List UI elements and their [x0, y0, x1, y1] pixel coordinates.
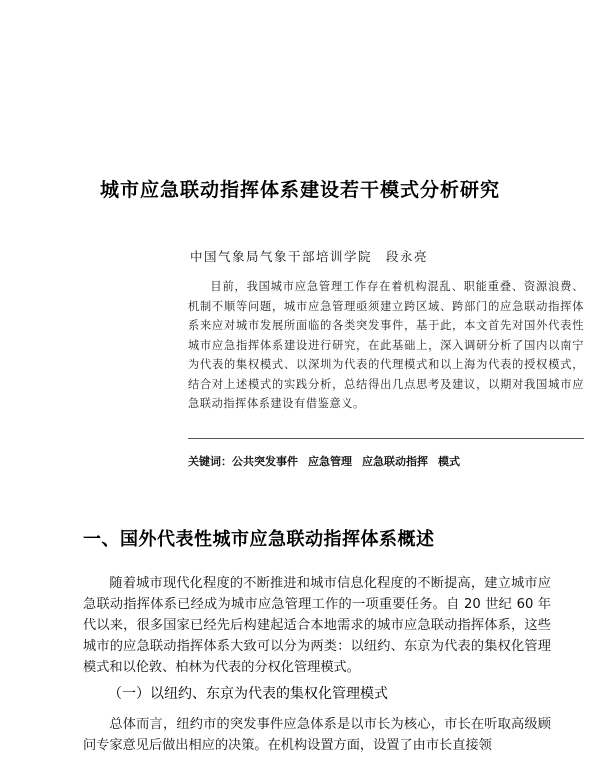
abstract-text: 目前，我国城市应急管理工作存在着机构混乱、职能重叠、资源浪费、机制不顺等问题，城市应急管理亟须建立跨区域、跨部门的应急联动指挥体系来应对城市发展所面临的各类突发事件，基于此，本文首先对国外代表性城市应急指挥体系建设进行研究，在此基础上，深入调研分析了国内以南宁为代表的集权模式、以深圳为代表的代理模式和以上海为代表的授权模式，结合对上述模式的实践分析，总结得出几点思考及建议，以期对我国城市应急联动指挥体系建设有借鉴意义。	[188, 280, 584, 410]
section-heading: 一、国外代表性城市应急联动指挥体系概述	[83, 529, 435, 550]
keyword: 模式	[438, 455, 460, 468]
keywords-line	[188, 453, 584, 469]
paper-title: 城市应急联动指挥体系建设若干模式分析研究	[99, 179, 500, 201]
keyword: 应急管理	[308, 455, 352, 468]
keyword: 应急联动指挥	[362, 455, 428, 468]
abstract-divider	[188, 438, 584, 439]
author-affiliation: 中国气象局气象干部培训学院 段永亮	[190, 249, 429, 264]
subsection-heading: （一）以纽约、东京为代表的集权化管理模式	[108, 686, 388, 702]
keyword: 公共突发事件	[232, 455, 298, 468]
subsection-body-paragraph: 总体而言，纽约市的突发事件应急体系是以市长为核心，市长在听取高级顾问专家意见后做出相应的决策。在机构设置方面，设置了由市长直接领	[83, 717, 551, 753]
section-body-paragraph: 随着城市现代化程度的不断推进和城市信息化程度的不断提高，建立城市应急联动指挥体系已经成为城市应急管理工作的一项重要任务。自 20 世纪 60 年代以来，很多国家已经先后构建起适合本地需求的城市应急联动指挥体系，这些城市的应急联动指挥体系大致可以分为两类：以纽约、东京为代表的集权化管理模式和以伦敦、柏林为代表的分权化管理模式。	[83, 576, 551, 675]
keywords-label: 关键词：	[188, 455, 232, 468]
